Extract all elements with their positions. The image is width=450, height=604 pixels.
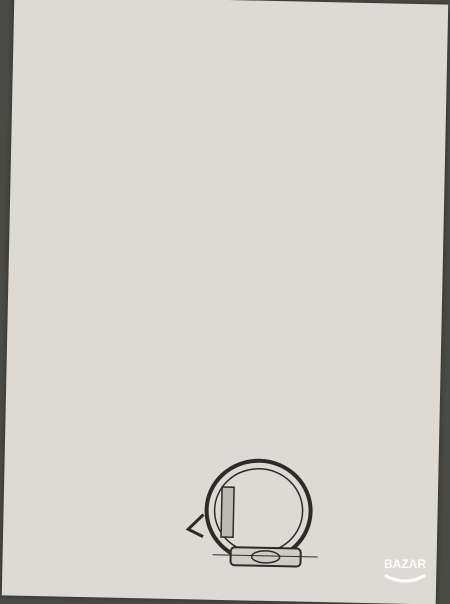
document-page — [2, 0, 448, 604]
bazar-logo — [374, 554, 436, 590]
svg-text:BAZAR: BAZAR — [384, 557, 426, 571]
section-title — [65, 45, 433, 53]
section-5-list — [65, 37, 433, 45]
section-6-body — [65, 45, 433, 53]
page-content — [65, 37, 433, 53]
washing-machine-figure — [182, 454, 344, 577]
